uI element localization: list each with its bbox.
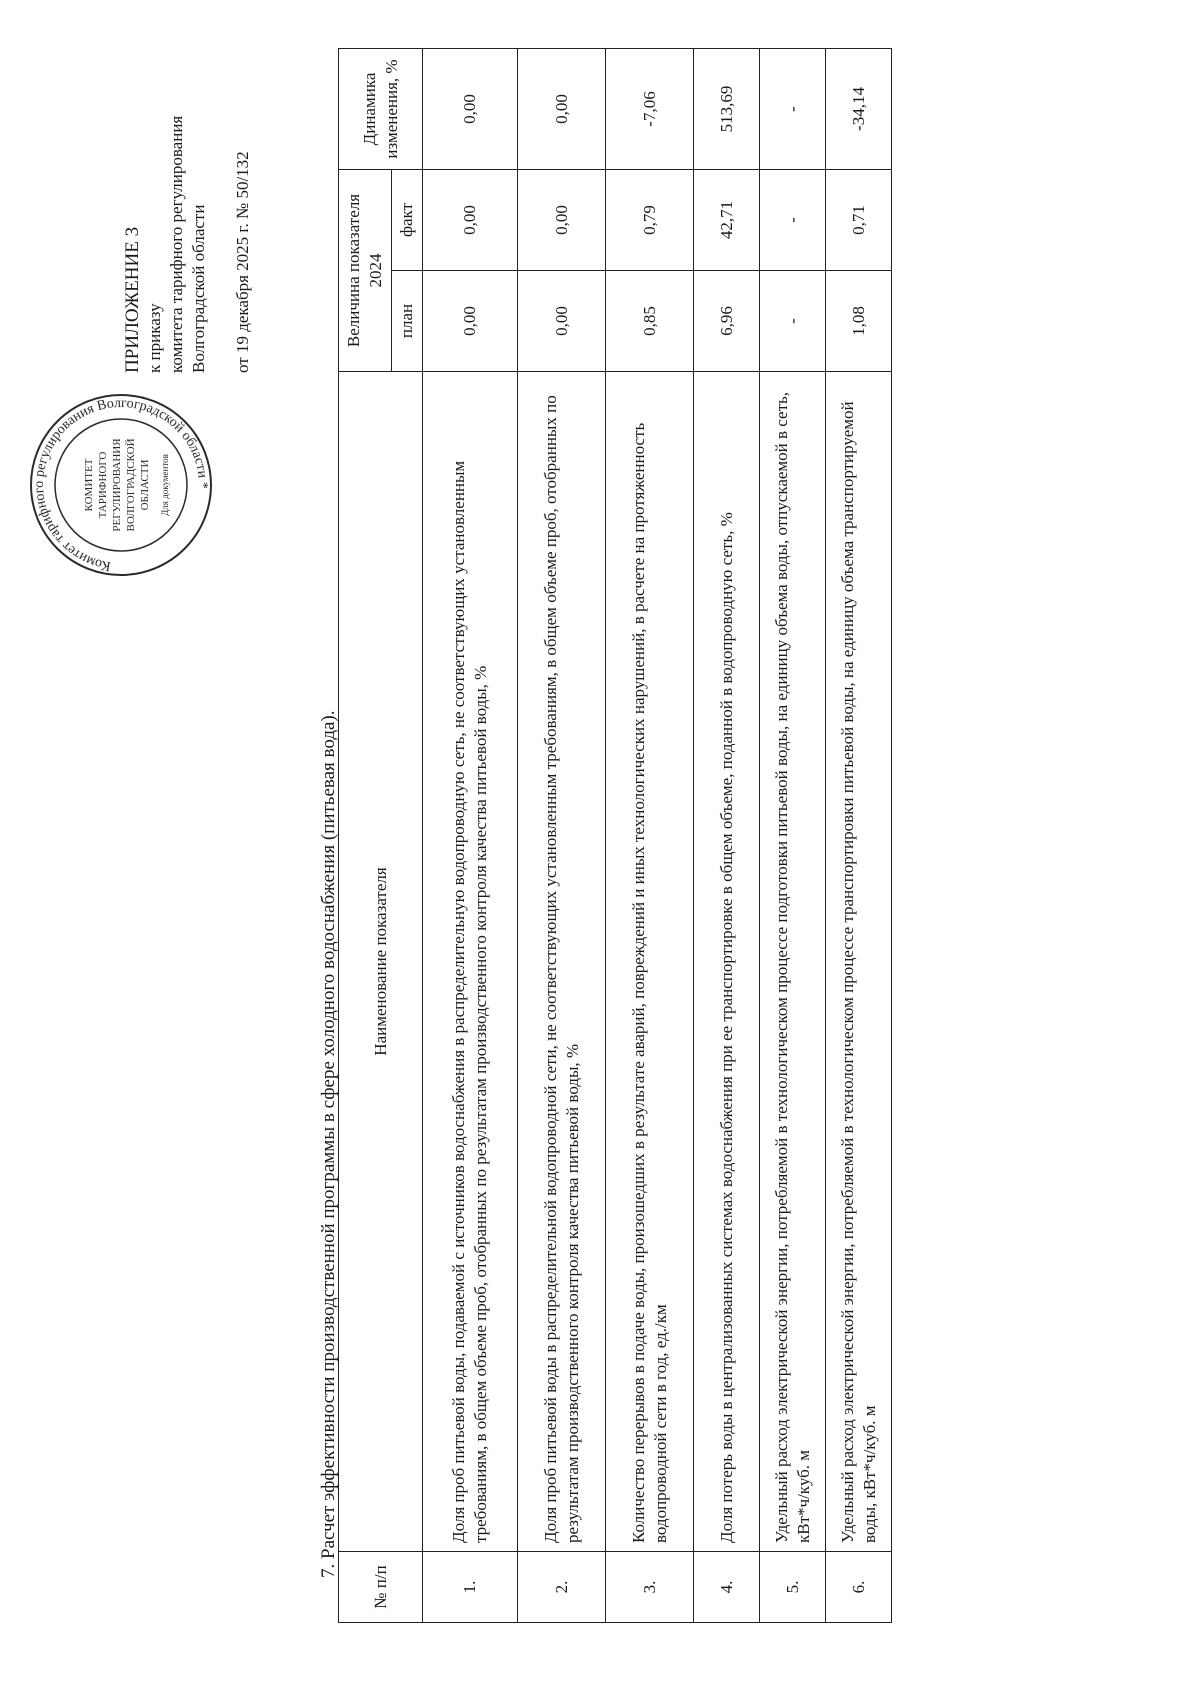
svg-text:ОБЛАСТИ: ОБЛАСТИ [139,459,151,511]
indicator-name: Доля проб питьевой воды, подаваемой с источников водоснабжения в распределительную водопроводную сеть, не соответствующих установленным требованиям, в общем объеме проб, отобранных по результатам производственного контроля качества питьевой воды, % [423,372,518,1552]
row-number: 4. [694,1552,760,1623]
fact-value: 0,79 [606,170,694,271]
row-number: 3. [606,1552,694,1623]
dynamics-value: -34,14 [826,49,892,170]
svg-text:ВОЛГОГРАДСКОЙ: ВОЛГОГРАДСКОЙ [125,438,137,532]
indicator-name: Доля потерь воды в централизованных системах водоснабжения при ее транспортировке в общем объеме, поданной в водопроводную сеть, % [694,372,760,1552]
table-row [826,49,892,1623]
dynamics-value: - [760,49,826,170]
fact-value: 0,00 [423,170,518,271]
fact-value: 0,71 [826,170,892,271]
fact-value: 0,00 [518,170,606,271]
col-header-dynamics: Динамика изменения, % [339,49,423,170]
indicator-name: Доля проб питьевой воды в распределительной водопроводной сети, не соответствующих установленным требованиям, в общем объеме проб, отобранных по результатам производственного контроля качества питьевой воды, % [518,372,606,1552]
dynamics-value: -7,06 [606,49,694,170]
appendix-line-3: Волгоградской области [189,204,208,373]
table-header-row [339,49,392,1623]
table-row [606,49,694,1623]
plan-value: - [760,271,826,372]
plan-value: 1,08 [826,271,892,372]
plan-value: 0,85 [606,271,694,372]
svg-text:Комитет тарифного регулировани: Комитет тарифного регулирования Волгоградской области * [31,395,211,574]
svg-text:РЕГУЛИРОВАНИЯ: РЕГУЛИРОВАНИЯ [111,438,123,532]
col-header-name: Наименование показателя [339,372,423,1552]
table-row [423,49,518,1623]
row-number: 1. [423,1552,518,1623]
row-number: 2. [518,1552,606,1623]
svg-text:ТАРИФНОГО: ТАРИФНОГО [97,451,109,519]
indicator-name: Количество перерывов в подаче воды, произошедших в результате аварий, повреждений и иных технологических нарушений, в расчете на протяженность водопроводной сети в год, ед./км [606,372,694,1552]
fact-value: - [760,170,826,271]
efficiency-table [338,48,892,1623]
fact-value: 42,71 [694,170,760,271]
indicator-name: Удельный расход электрической энергии, потребляемой в технологическом процессе транспортировки питьевой воды, на единицу объема транспортируемой воды, кВт*ч/куб. м [826,372,892,1552]
table-row [694,49,760,1623]
svg-text:КОМИТЕТ: КОМИТЕТ [83,458,95,512]
appendix-header [122,33,254,373]
order-date: от 19 декабря 2025 г. № 50/132 [233,151,252,373]
appendix-line-2: комитета тарифного регулирования [167,115,186,373]
dynamics-value: 513,69 [694,49,760,170]
col-header-value-group: Величина показателя 2024 [339,170,392,372]
col-header-num: № п/п [339,1552,423,1623]
indicator-name: Удельный расход электрической энергии, потребляемой в технологическом процессе подготовки питьевой воды, на единицу объема воды, отпускаемой в сеть, кВт*ч/куб. м [760,372,826,1552]
col-header-fact: факт [392,170,423,271]
col-header-plan: план [392,271,423,372]
plan-value: 6,96 [694,271,760,372]
plan-value: 0,00 [423,271,518,372]
row-number: 5. [760,1552,826,1623]
row-number: 6. [826,1552,892,1623]
appendix-title: ПРИЛОЖЕНИЕ 3 [122,226,143,373]
section-title: 7. Расчет эффективности производственной программы в сфере холодного водоснабжения (питьевая вода). [318,710,339,1578]
official-seal-stamp [26,390,216,580]
appendix-line-1: к приказу [145,303,164,373]
table-row [518,49,606,1623]
table-row [760,49,826,1623]
dynamics-value: 0,00 [423,49,518,170]
svg-text:Для документов: Для документов [160,454,170,516]
dynamics-value: 0,00 [518,49,606,170]
plan-value: 0,00 [518,271,606,372]
